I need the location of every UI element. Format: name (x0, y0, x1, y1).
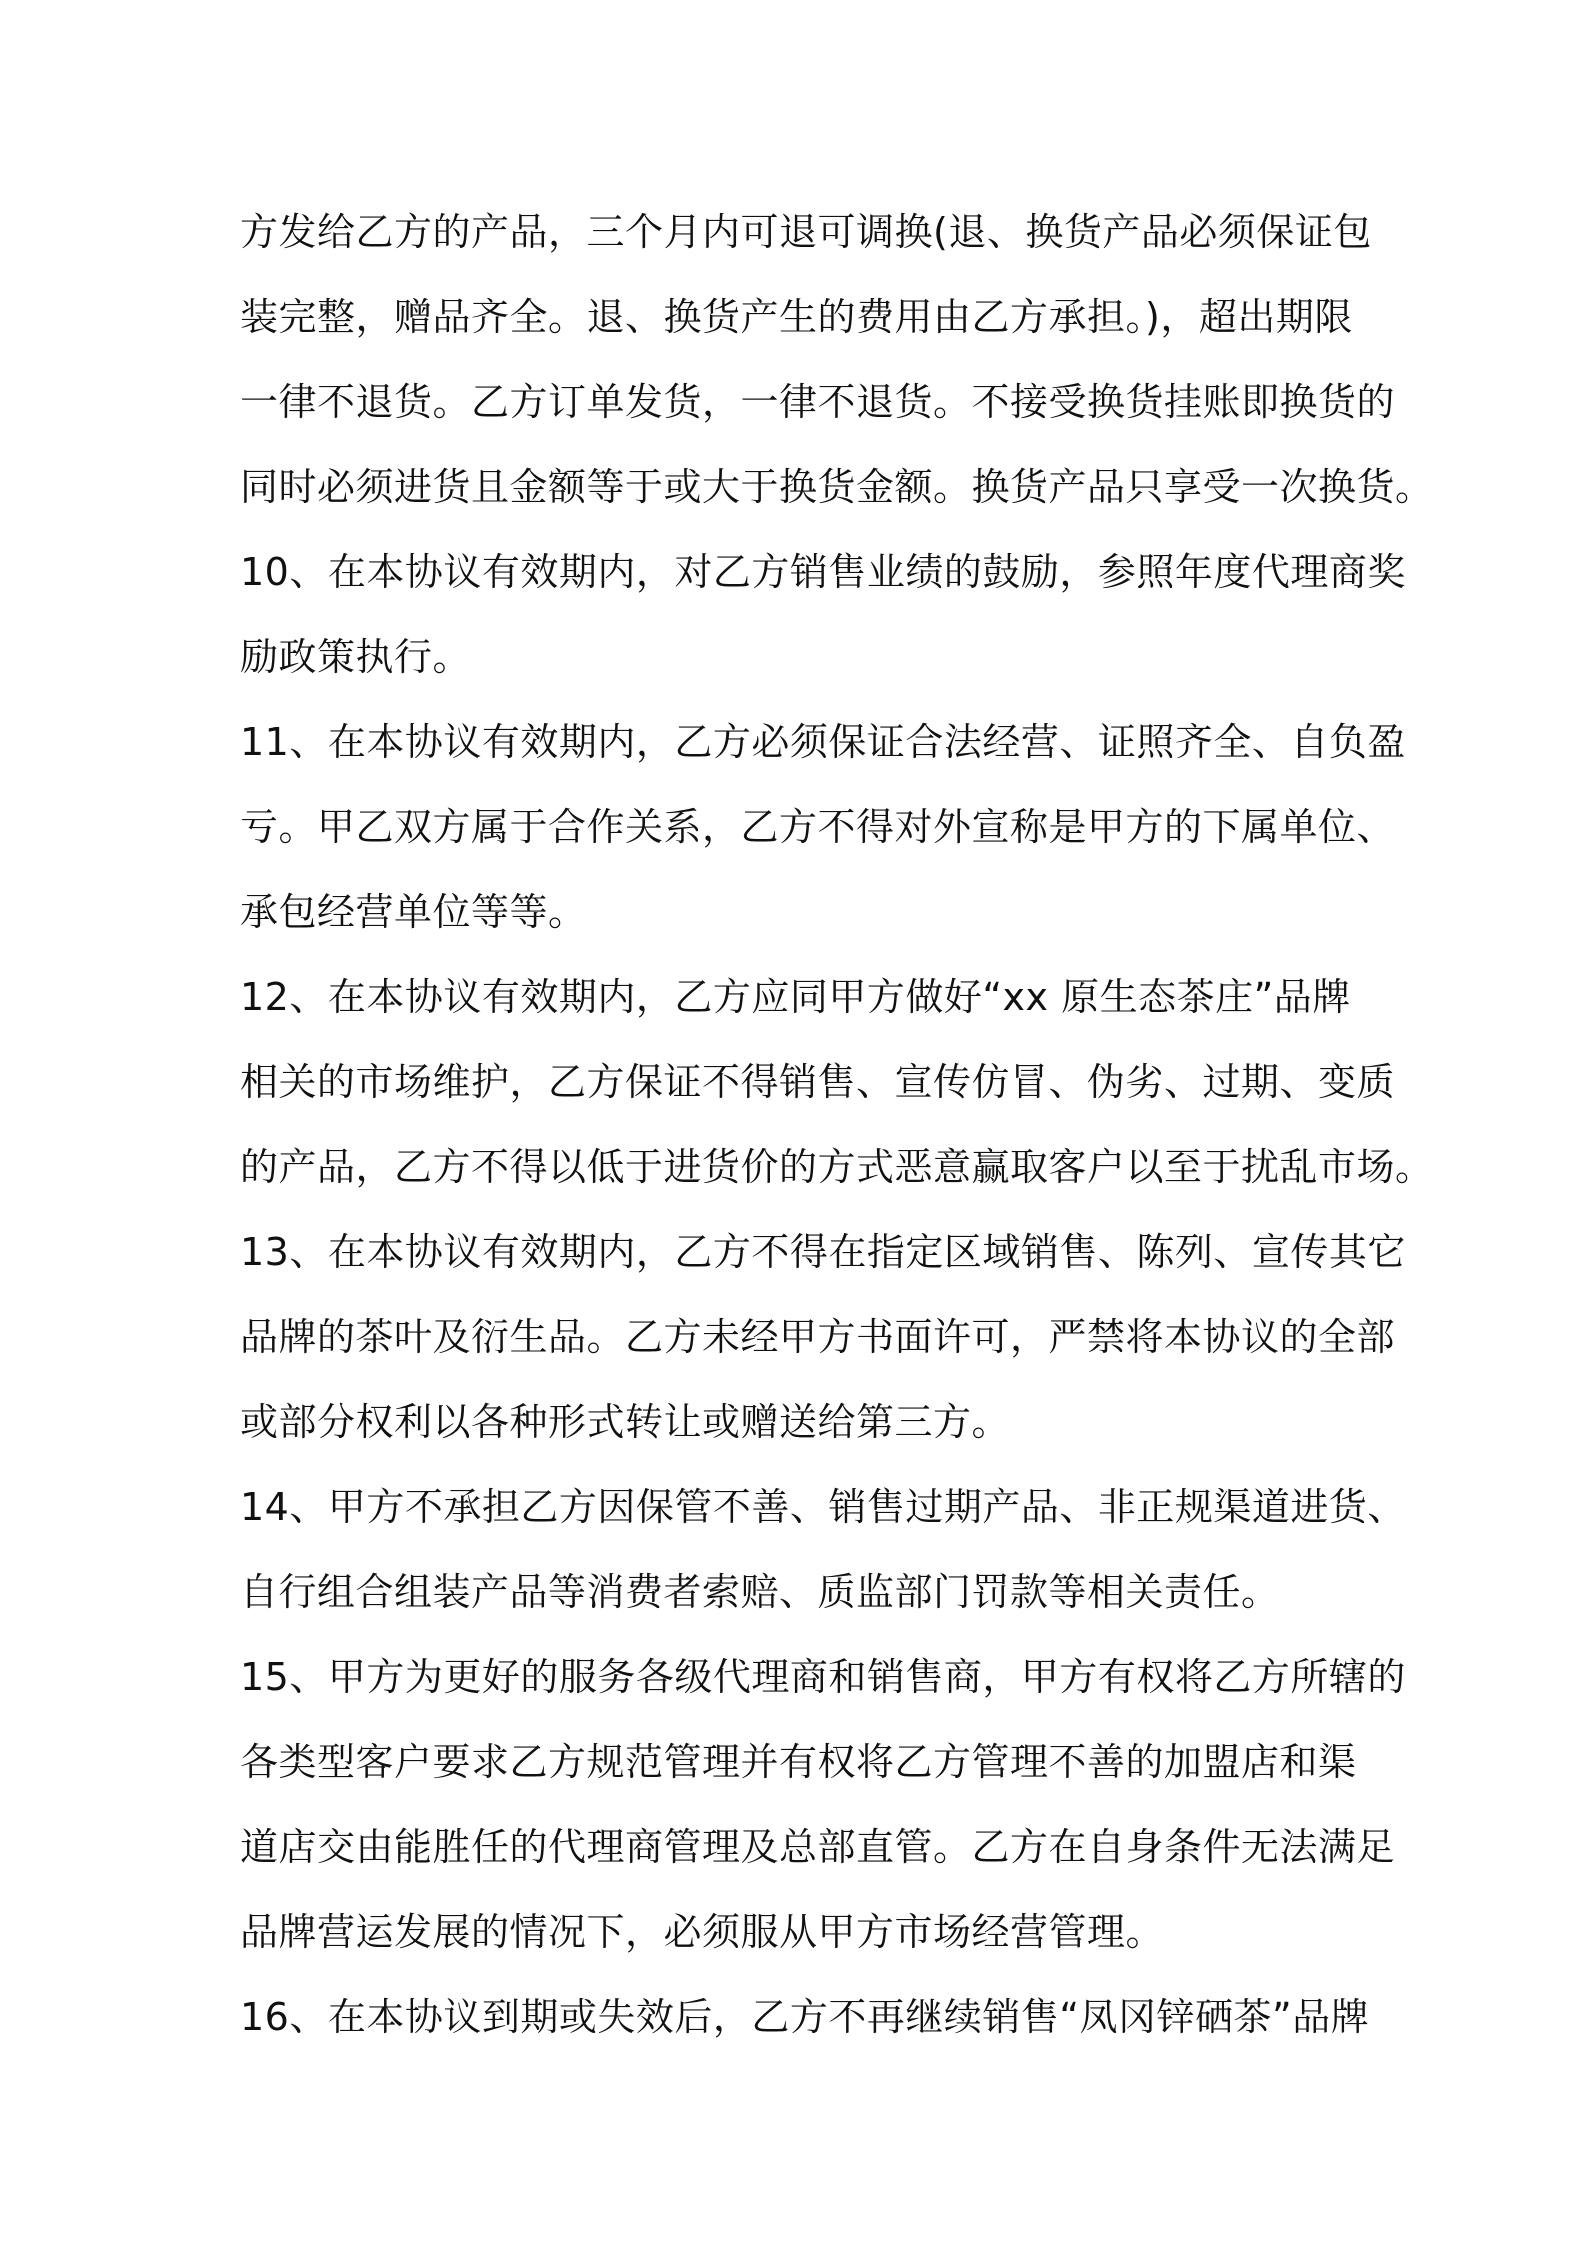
clause-16-line: 16、在本协议到期或失效后，乙方不再继续销售“凤冈锌硒茶”品牌 (240, 1995, 1370, 2039)
clause-11-line: 11、在本协议有效期内，乙方必须保证合法经营、证照齐全、自负盈 (240, 720, 1406, 764)
text-line: 道店交由能胜任的代理商管理及总部直管。乙方在自身条件无法满足 (240, 1825, 1396, 1869)
text-line: 品牌的茶叶及衍生品。乙方未经甲方书面许可，严禁将本协议的全部 (240, 1315, 1396, 1359)
text-line: 同时必须进货且金额等于或大于换货金额。换货产品只享受一次换货。 (240, 465, 1434, 509)
text-line: 各类型客户要求乙方规范管理并有权将乙方管理不善的加盟店和渠 (240, 1740, 1357, 1784)
agreement-text (240, 190, 1434, 2060)
clause-10-line: 10、在本协议有效期内，对乙方销售业绩的鼓励，参照年度代理商奖 (240, 550, 1406, 594)
text-line: 装完整，赠品齐全。退、换货产生的费用由乙方承担。)，超出期限 (240, 295, 1353, 339)
clause-14-line: 14、甲方不承担乙方因保管不善、销售过期产品、非正规渠道进货、 (240, 1485, 1406, 1529)
text-line: 的产品，乙方不得以低于进货价的方式恶意赢取客户以至于扰乱市场。 (240, 1145, 1434, 1189)
text-line: 一律不退货。乙方订单发货，一律不退货。不接受换货挂账即换货的 (240, 380, 1396, 424)
text-line: 品牌营运发展的情况下，必须服从甲方市场经营管理。 (240, 1910, 1165, 1954)
text-line: 相关的市场维护，乙方保证不得销售、宣传仿冒、伪劣、过期、变质 (240, 1060, 1396, 1104)
text-line: 亏。甲乙双方属于合作关系，乙方不得对外宣称是甲方的下属单位、 (240, 805, 1396, 849)
text-line: 自行组合组装产品等消费者索赔、质监部门罚款等相关责任。 (240, 1570, 1280, 1614)
clause-12-line: 12、在本协议有效期内，乙方应同甲方做好“xx 原生态茶庄”品牌 (240, 975, 1351, 1019)
clause-13-line: 13、在本协议有效期内，乙方不得在指定区域销售、陈列、宣传其它 (240, 1230, 1406, 1274)
text-line: 或部分权利以各种形式转让或赠送给第三方。 (240, 1400, 1011, 1444)
text-line: 承包经营单位等等。 (240, 890, 587, 934)
text-line: 方发给乙方的产品，三个月内可退可调换(退、换货产品必须保证包 (240, 210, 1372, 254)
clause-15-line: 15、甲方为更好的服务各级代理商和销售商，甲方有权将乙方所辖的 (240, 1655, 1406, 1699)
text-line: 励政策执行。 (240, 635, 472, 679)
